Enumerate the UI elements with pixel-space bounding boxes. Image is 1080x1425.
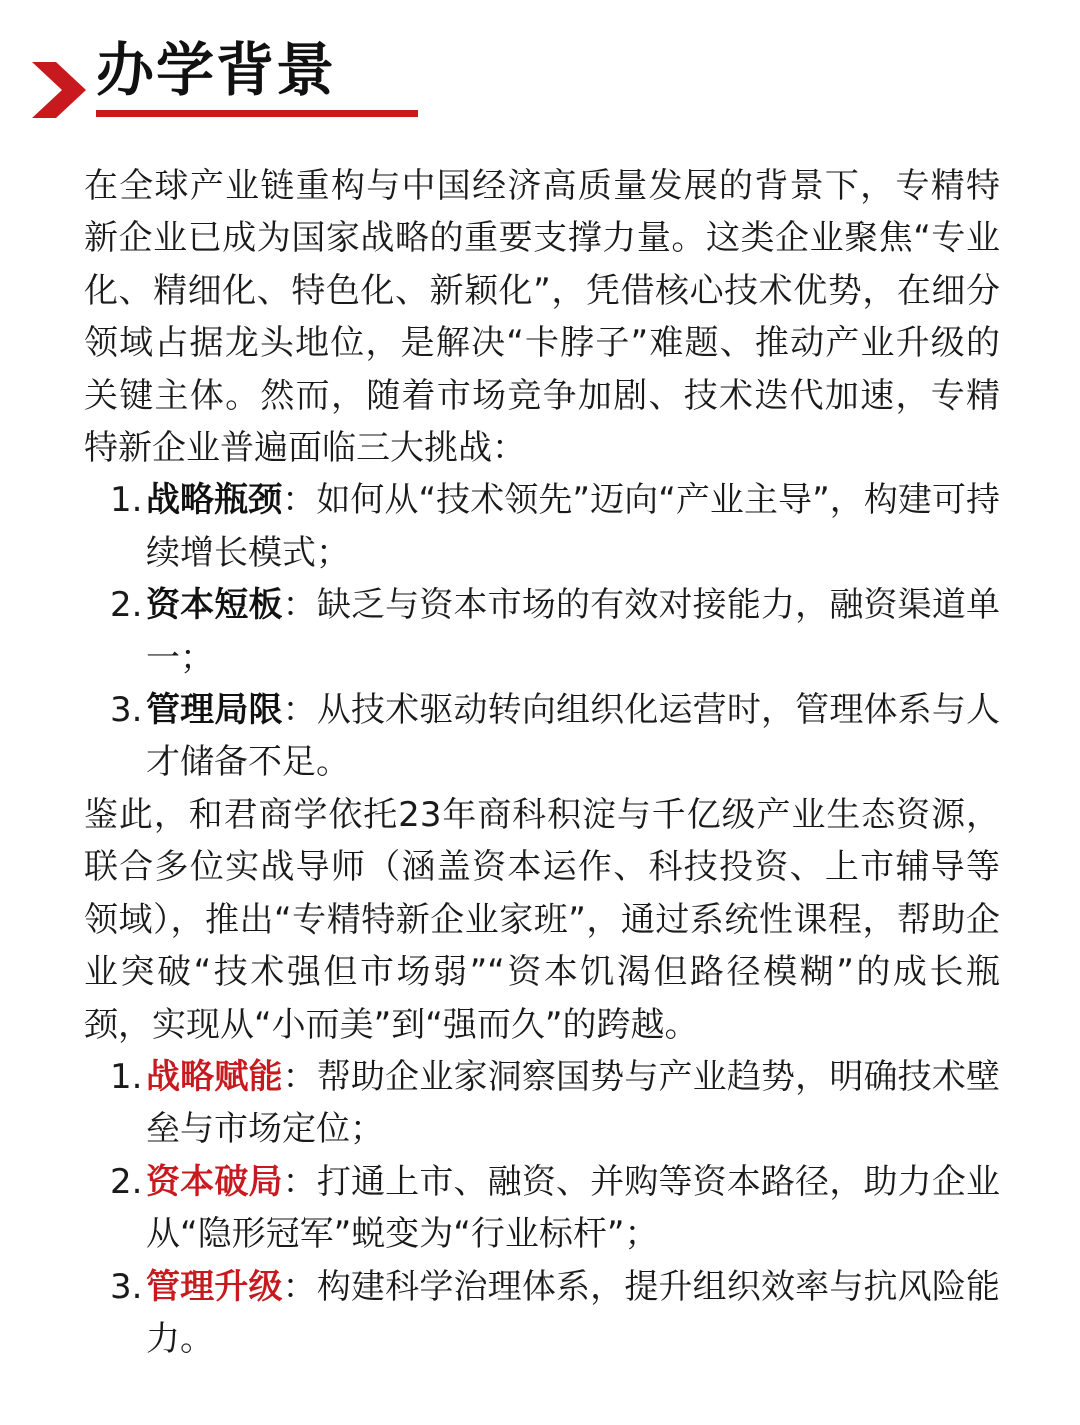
response-paragraph: 鉴此，和君商学依托23年商科积淀与千亿级产业生态资源，联合多位实战导师（涵盖资本运作、科技投资、上市辅导等领域），推出“专精特新企业家班”，通过系统性课程，帮助企业突破“技术强但市场弱”“资本饥渴但路径模糊”的成长瓶颈，实现从“小而美”到“强而久”的跨越。 [84,794,1000,1045]
title-underline [96,110,418,117]
challenge-item [84,474,1000,579]
challenge-title: 资本短板 [146,585,283,626]
list-number: 1. [110,480,143,521]
chevron-right-icon [28,60,90,120]
solution-title: 资本破局 [146,1161,283,1202]
page-title: 办学背景 [96,36,337,104]
separator: ： [282,1266,317,1307]
article-body [84,160,1000,1365]
challenge-text: 从技术驱动转向组织化运营时，管理体系与人才储备不足。 [146,690,1001,783]
challenges-list [84,474,1000,788]
solution-item [84,1156,1000,1261]
separator: ： [282,690,317,731]
challenge-text: 缺乏与资本市场的有效对接能力，融资渠道单一； [146,585,1001,678]
intro-paragraph: 在全球产业链重构与中国经济高质量发展的背景下，专精特新企业已成为国家战略的重要支撑力量。这类企业聚焦“专业化、精细化、特色化、新颖化”，凭借核心技术优势，在细分领域占据龙头地位，是解决“卡脖子”难题、推动产业升级的关键主体。然而，随着市场竞争加剧、技术迭代加速，专精特新企业普遍面临三大挑战： [84,166,1000,469]
list-number: 3. [110,690,143,731]
challenge-item [84,684,1000,789]
solution-text: 构建科学治理体系，提升组织效率与抗风险能力。 [146,1266,1001,1359]
solution-title: 管理升级 [146,1266,283,1307]
challenge-title: 管理局限 [146,690,283,731]
challenge-text: 如何从“技术领先”迈向“产业主导”，构建可持续增长模式； [146,480,1001,573]
solution-text: 打通上市、融资、并购等资本路径，助力企业从“隐形冠军”蜕变为“行业标杆”； [146,1161,1001,1255]
list-number: 3. [110,1266,143,1307]
section-header [0,0,1080,130]
solution-item [84,1051,1000,1156]
separator: ： [282,1161,317,1202]
challenge-title: 战略瓶颈 [146,480,283,521]
list-number: 2. [110,585,143,626]
list-number: 2. [110,1161,143,1202]
solution-title: 战略赋能 [146,1056,283,1097]
separator: ： [282,585,317,626]
list-number: 1. [110,1056,143,1097]
challenge-item [84,579,1000,684]
separator: ： [282,480,317,521]
solution-item [84,1261,1000,1366]
separator: ： [282,1056,317,1097]
solution-text: 帮助企业家洞察国势与产业趋势，明确技术壁垒与市场定位； [146,1056,1001,1150]
solutions-list [84,1051,1000,1365]
